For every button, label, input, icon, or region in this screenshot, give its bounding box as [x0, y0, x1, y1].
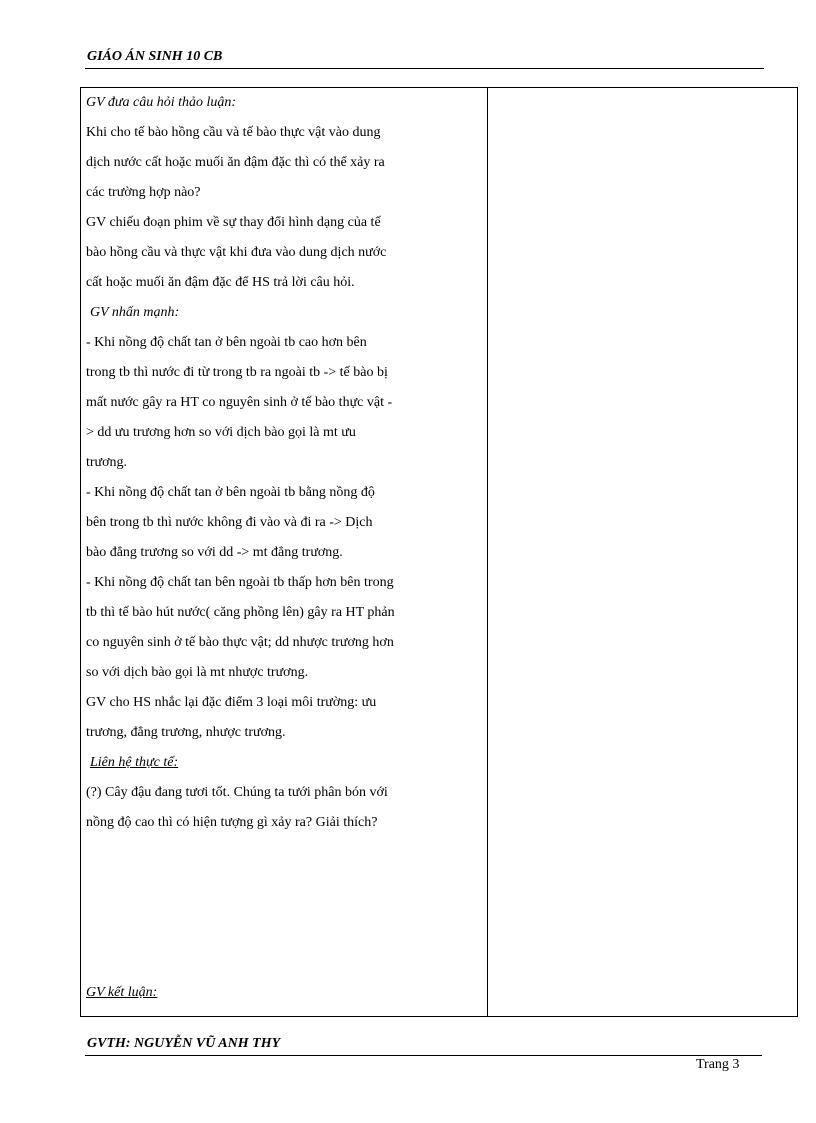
- point-line: trương.: [86, 455, 128, 470]
- point-line: - Khi nồng độ chất tan ở bên ngoài tb bằng nồng độ: [86, 485, 375, 500]
- point-line: tb thì tế bào hút nước( căng phồng lên) gây ra HT phản: [86, 605, 395, 620]
- video-line: GV chiếu đoạn phim về sự thay đổi hình dạng của tế: [86, 215, 381, 230]
- footer-teacher: GVTH: NGUYỄN VŨ ANH THY: [87, 1036, 281, 1051]
- page-number: Trang 3: [696, 1057, 740, 1072]
- lesson-table: [80, 87, 798, 1017]
- point-line: bên trong tb thì nước không đi vào và đi ra -> Dịch: [86, 515, 373, 530]
- recap-line: GV cho HS nhắc lại đặc điểm 3 loại môi trường: ưu: [86, 695, 377, 710]
- discussion-heading: GV đưa câu hỏi thảo luận:: [86, 95, 237, 110]
- point-line: bào đẳng trương so với dd -> mt đẳng trương.: [86, 545, 343, 560]
- practice-line: (?) Cây đậu đang tươi tốt. Chúng ta tưới phân bón với: [86, 785, 388, 800]
- video-line: cất hoặc muối ăn đậm đặc để HS trả lời câu hỏi.: [86, 275, 355, 290]
- point-line: > dd ưu trương hơn so với dịch bào gọi là mt ưu: [86, 425, 356, 440]
- conclusion-heading: GV kết luận:: [86, 985, 158, 1000]
- question-line: Khi cho tế bào hồng cầu và tế bào thực vật vào dung: [86, 125, 381, 140]
- recap-line: trương, đẳng trương, nhược trương.: [86, 725, 286, 740]
- column-divider: [487, 88, 488, 1016]
- header-rule: [85, 68, 764, 69]
- point-line: - Khi nồng độ chất tan ở bên ngoài tb cao hơn bên: [86, 335, 367, 350]
- point-line: trong tb thì nước đi từ trong tb ra ngoài tb -> tế bào bị: [86, 365, 388, 380]
- question-line: các trường hợp nào?: [86, 185, 201, 200]
- point-line: mất nước gây ra HT co nguyên sinh ở tế bào thực vật -: [86, 395, 393, 410]
- point-line: - Khi nồng độ chất tan bên ngoài tb thấp hơn bên trong: [86, 575, 394, 590]
- practice-line: nồng độ cao thì có hiện tượng gì xảy ra? Giải thích?: [86, 815, 378, 830]
- emphasis-heading: GV nhấn mạnh:: [90, 305, 180, 320]
- question-line: dịch nước cất hoặc muối ăn đậm đặc thì có thể xảy ra: [86, 155, 385, 170]
- footer-rule: [85, 1055, 762, 1056]
- point-line: so với dịch bào gọi là mt nhược trương.: [86, 665, 309, 680]
- teacher-activity-column: [86, 88, 481, 838]
- practice-heading: Liên hệ thực tế:: [90, 755, 179, 770]
- video-line: bào hồng cầu và thực vật khi đưa vào dung dịch nước: [86, 245, 387, 260]
- header-title: GIÁO ÁN SINH 10 CB: [87, 49, 223, 64]
- point-line: co nguyên sinh ở tế bào thực vật; dd nhược trương hơn: [86, 635, 394, 650]
